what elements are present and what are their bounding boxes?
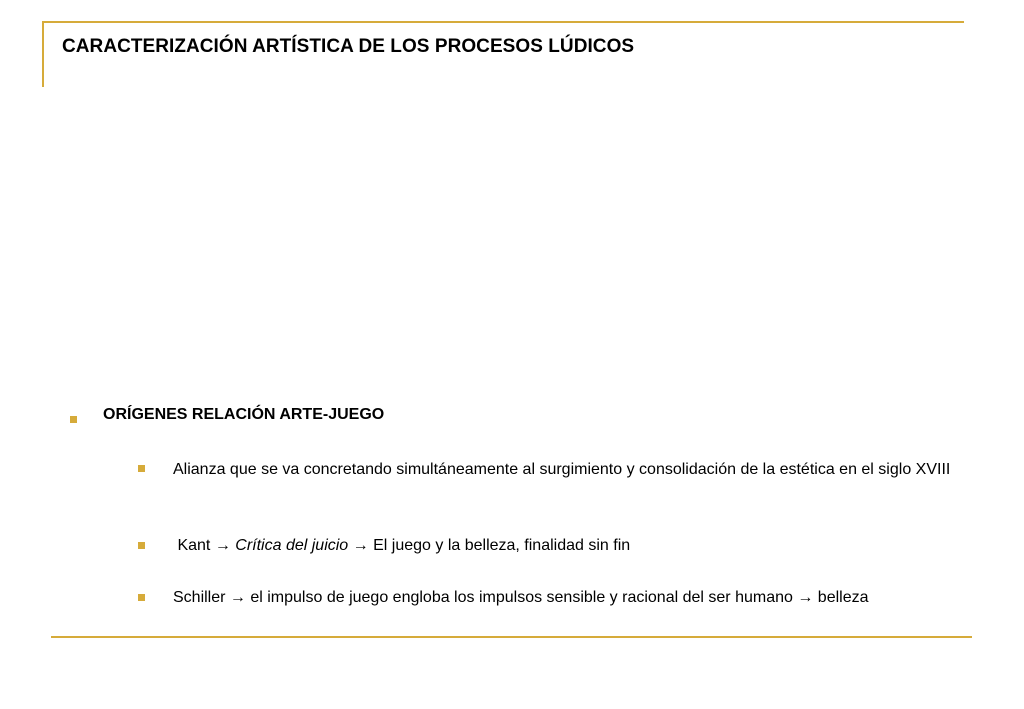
work-title: Crítica del juicio	[235, 537, 349, 554]
arrow-right-icon: →	[797, 589, 814, 606]
top-rule	[42, 21, 964, 23]
kant-lead: Kant	[173, 537, 215, 554]
schiller-tail: belleza	[813, 589, 869, 606]
slide-title: CARACTERIZACIÓN ARTÍSTICA DE LOS PROCESOS LÚDICOS	[62, 36, 635, 57]
schiller-lead: Schiller	[173, 589, 230, 606]
arrow-right-icon: →	[352, 537, 369, 554]
list-item-alianza: Alianza que se va concretando simultáneamente al surgimiento y consolidación de la estética en el siglo XVIII	[173, 461, 951, 478]
square-bullet-icon	[138, 594, 145, 601]
list-item-schiller	[173, 586, 869, 609]
left-rule	[42, 21, 44, 87]
list-item-kant	[173, 534, 630, 557]
section-heading: ORÍGENES RELACIÓN ARTE-JUEGO	[103, 406, 385, 423]
arrow-right-icon: →	[229, 589, 246, 606]
square-bullet-icon	[138, 542, 145, 549]
square-bullet-icon	[138, 465, 145, 472]
square-bullet-icon	[70, 416, 77, 423]
schiller-middle: el impulso de juego engloba los impulsos sensible y racional del ser humano	[245, 589, 798, 606]
arrow-right-icon: →	[214, 537, 231, 554]
kant-tail: El juego y la belleza, finalidad sin fin	[368, 537, 631, 554]
bottom-rule	[51, 636, 972, 638]
